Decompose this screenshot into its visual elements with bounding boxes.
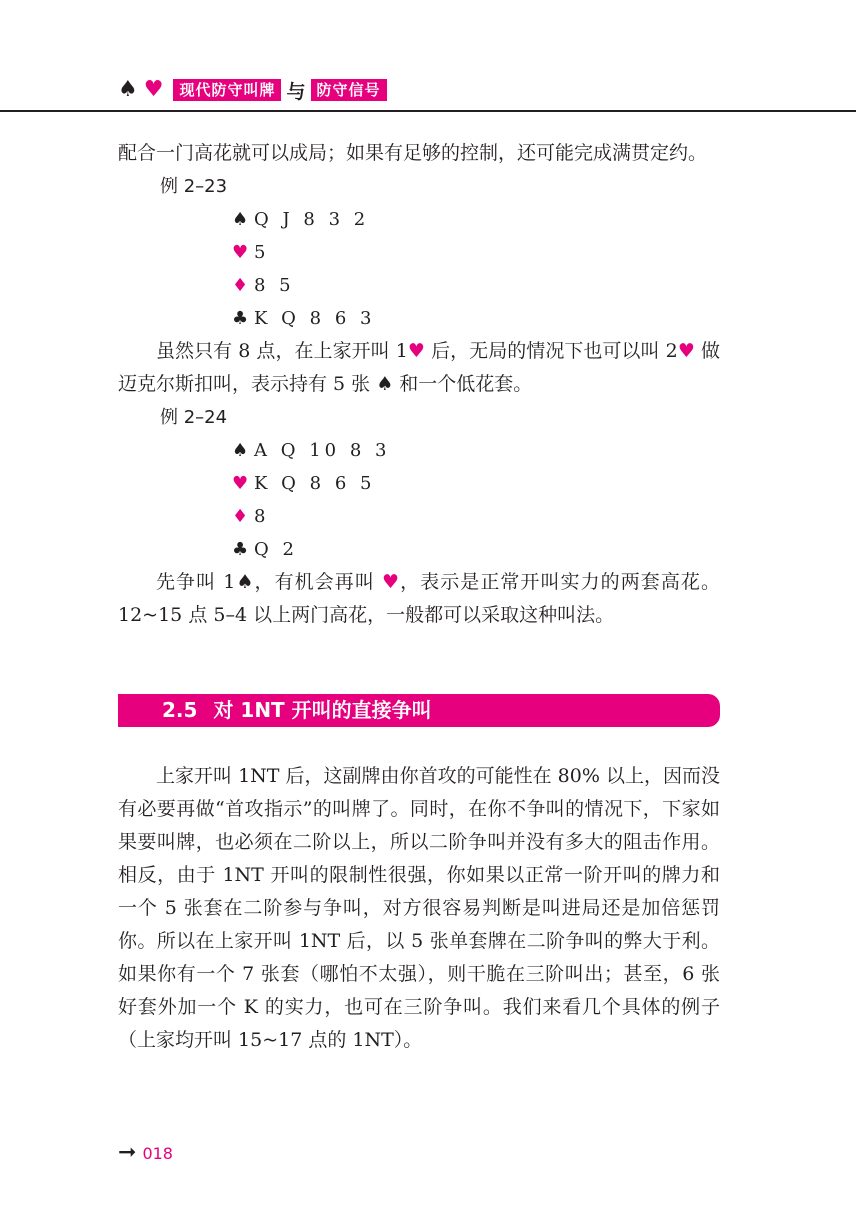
paragraph-3-part-a: 先争叫 1 — [156, 571, 236, 593]
diamond-icon: ♦ — [232, 506, 249, 527]
hand-row-clubs — [232, 302, 720, 335]
example-label-2-24: 例 2–24 — [160, 407, 228, 428]
example-hand-2-24 — [232, 434, 720, 566]
club-cards: K Q 8 6 3 — [254, 308, 376, 329]
paragraph-3-part-c: ，表示是正常开叫实力的两套高花。12~15 点 5–4 以上两门高花，一般都可以采取这种叫法。 — [118, 571, 720, 626]
paragraph-3 — [118, 566, 720, 632]
paragraph-1: 配合一门高花就可以成局；如果有足够的控制，还可能完成满贯定约。 — [118, 142, 708, 164]
heart-cards: K Q 8 6 5 — [254, 473, 376, 494]
header-book-title-part1: 现代防守叫牌 — [173, 79, 281, 101]
club-icon: ♣ — [232, 308, 249, 329]
section-number: 2.5 — [162, 698, 198, 722]
spade-icon: ♠ — [232, 209, 249, 230]
heart-icon: ♥ — [232, 473, 249, 494]
hand-row-clubs — [232, 533, 720, 566]
paragraph-2-part-d: 和一个低花套。 — [393, 373, 533, 395]
diamond-cards: 8 5 — [254, 275, 295, 296]
spade-cards: Q J 8 3 2 — [254, 209, 370, 230]
spade-icon: ♠ — [118, 77, 138, 102]
paragraph-2-part-b: 后，无局的情况下也可以叫 2 — [425, 340, 678, 362]
diamond-cards: 8 — [254, 506, 270, 527]
club-cards: Q 2 — [254, 539, 298, 560]
example-label-2-23: 例 2–23 — [160, 176, 228, 197]
spade-cards: A Q 10 8 3 — [254, 440, 391, 461]
heart-cards: 5 — [254, 242, 270, 263]
page-number: 018 — [142, 1143, 173, 1163]
spade-icon: ♠ — [235, 571, 255, 593]
heart-icon: ♥ — [381, 571, 401, 593]
upper-body — [118, 137, 720, 632]
lower-body — [118, 760, 720, 1057]
hand-row-diamonds — [232, 500, 720, 533]
page-footer — [118, 1142, 173, 1164]
hand-row-hearts — [232, 236, 720, 269]
spade-icon: ♠ — [376, 373, 394, 395]
heart-icon: ♥ — [232, 242, 249, 263]
heart-icon: ♥ — [143, 77, 164, 102]
header-divider — [0, 110, 856, 112]
paragraph-2-part-a: 虽然只有 8 点，在上家开叫 1 — [156, 340, 408, 362]
section-heading — [162, 694, 432, 727]
paragraph-4: 上家开叫 1NT 后，这副牌由你首攻的可能性在 80% 以上，因而没有必要再做“首攻指示”的叫牌了。同时，在你不争叫的情况下，下家如果要叫牌，也必须在二阶以上，所以二阶争叫并没有多大的阻击作用。相反，由于 1NT 开叫的限制性很强，你如果以正常一阶开叫的牌力和一个 5 张套在二阶参与争叫，对方很容易判断是叫进局还是加倍惩罚你。所以在上家开叫 1NT 后，以 5 张单套牌在二阶争叫的弊大于利。如果你有一个 7 张套（哪怕不太强），则干脆在三阶叫出；甚至，6 张好套外加一个 K 的实力，也可在三阶争叫。我们来看几个具体的例子（上家均开叫 15~17 点的 1NT）。 — [118, 765, 720, 1051]
heart-icon: ♥ — [677, 340, 695, 362]
running-header — [118, 76, 387, 104]
club-icon: ♣ — [232, 539, 249, 560]
hand-row-diamonds — [232, 269, 720, 302]
hand-row-spades — [232, 203, 720, 236]
hand-row-spades — [232, 434, 720, 467]
paragraph-2-part-c: 做迈克尔斯扣叫，表示持有 5 张 — [118, 340, 720, 395]
arrow-right-icon: ➞ — [118, 1140, 137, 1165]
hand-row-hearts — [232, 467, 720, 500]
spade-icon: ♠ — [232, 440, 249, 461]
section-title-text: 对 1NT 开叫的直接争叫 — [213, 698, 432, 722]
diamond-icon: ♦ — [232, 275, 249, 296]
example-hand-2-23 — [232, 203, 720, 335]
header-book-title-part2: 防守信号 — [311, 79, 387, 101]
header-join-word: 与 — [286, 80, 306, 103]
paragraph-2 — [118, 335, 720, 401]
paragraph-3-part-b: ，有机会再叫 — [254, 571, 382, 593]
heart-icon: ♥ — [407, 340, 426, 362]
